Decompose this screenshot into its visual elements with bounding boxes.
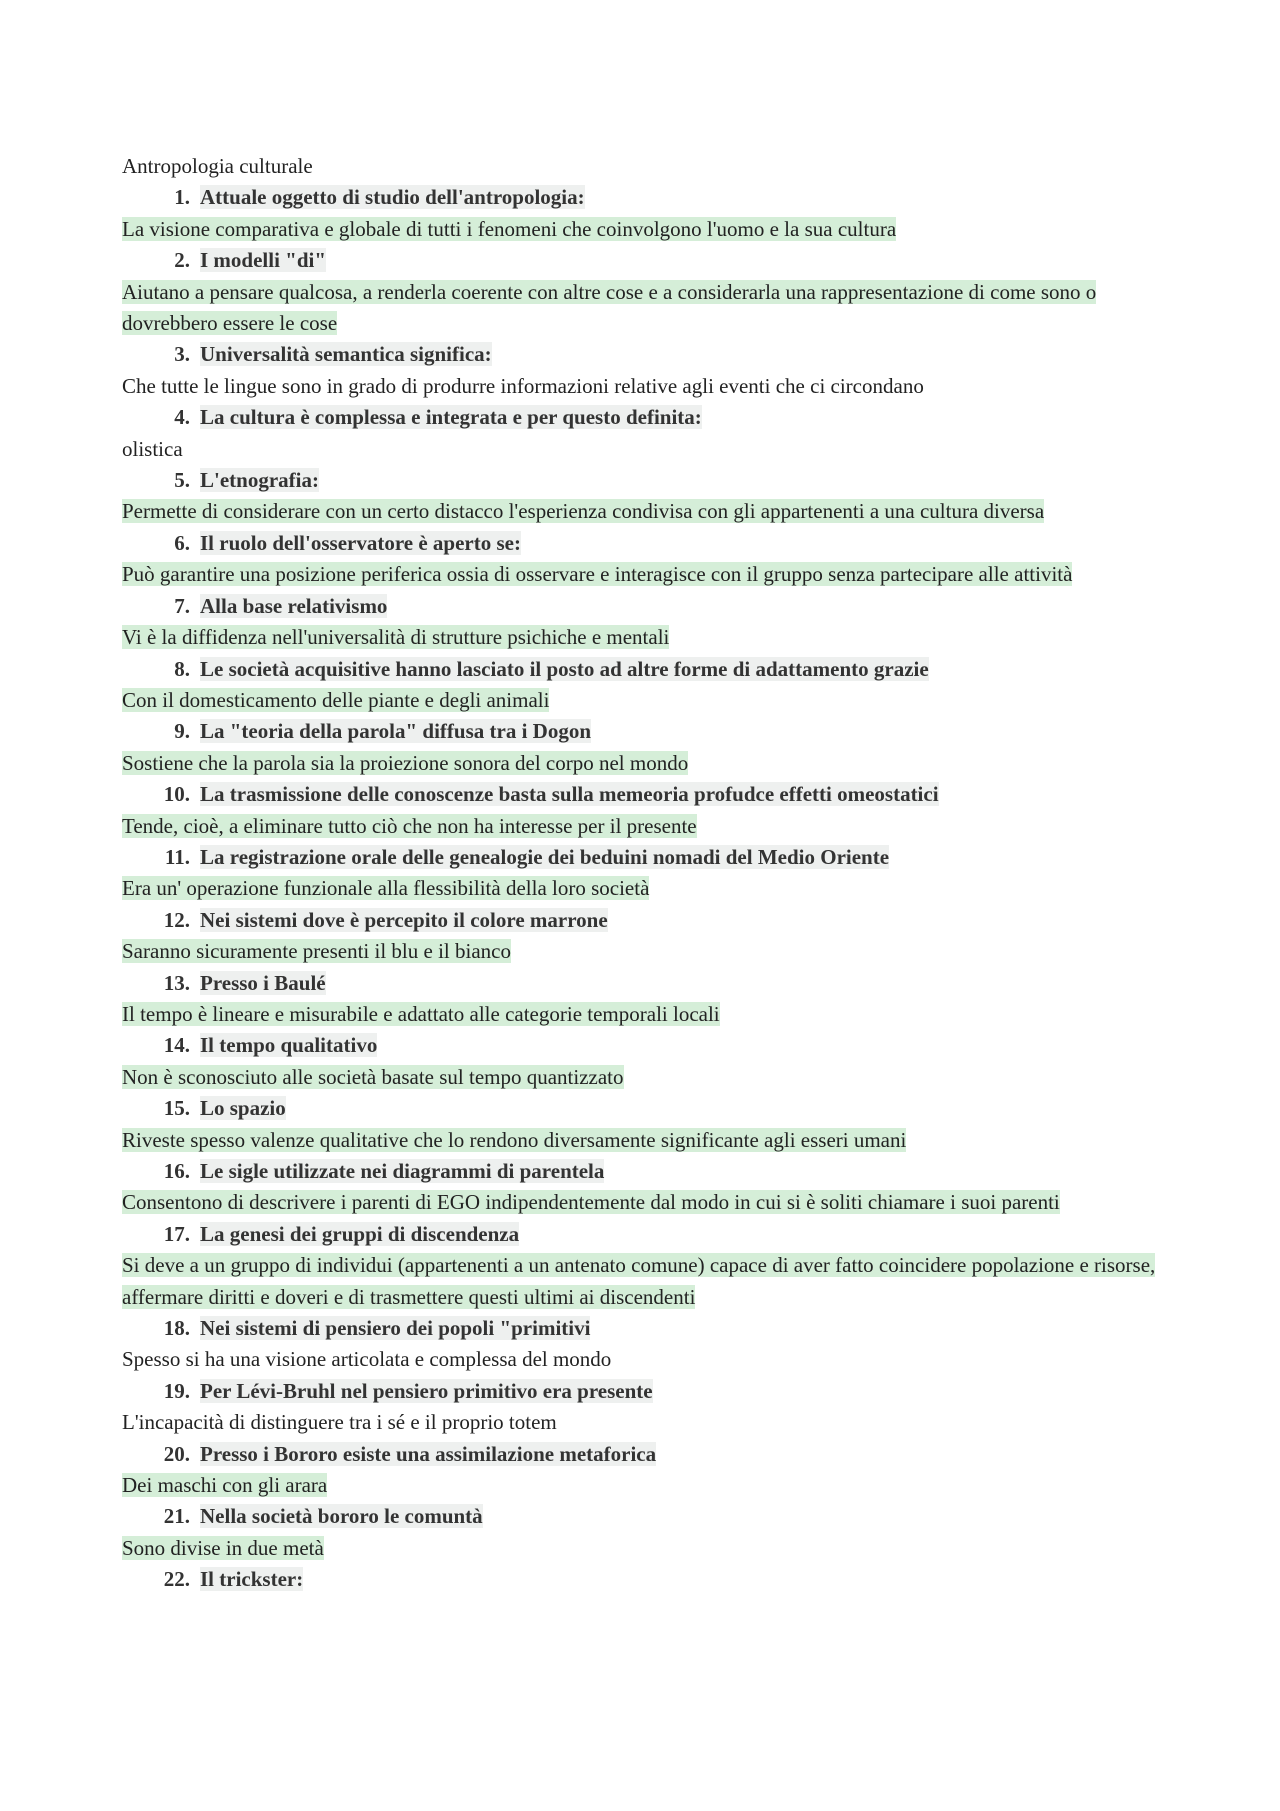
question-text: Le sigle utilizzate nei diagrammi di parentela xyxy=(200,1159,605,1183)
answer-text xyxy=(122,1470,1172,1501)
answer-text xyxy=(122,936,1172,967)
question-text: Il ruolo dell'osservatore è aperto se: xyxy=(200,530,521,555)
answer-text xyxy=(122,1407,1172,1438)
question-item xyxy=(122,779,1172,810)
question-number: 14. xyxy=(163,1033,190,1058)
answer-span: Vi è la diffidenza nell'universalità di strutture psichiche e mentali xyxy=(122,625,670,650)
answer-span: Tende, cioè, a eliminare tutto ciò che non ha interesse per il presente xyxy=(122,813,697,838)
answer-text xyxy=(122,748,1172,779)
answer-span: Non è sconosciuto alle società basate sul tempo quantizzato xyxy=(122,1064,624,1089)
answer-span: Può garantire una posizione periferica ossia di osservare e interagisce con il gruppo senza partecipare alle attività xyxy=(122,562,1073,587)
answer-span: Spesso si ha una visione articolata e complessa del mondo xyxy=(122,1347,612,1372)
question-number: 12. xyxy=(163,907,190,932)
question-number: 2. xyxy=(174,248,190,273)
question-text: Per Lévi-Bruhl nel pensiero primitivo era presente xyxy=(200,1378,653,1403)
answer-text xyxy=(122,1250,1172,1313)
answer-text xyxy=(122,1125,1172,1156)
question-number: 18. xyxy=(163,1316,190,1341)
answer-text xyxy=(122,1344,1172,1375)
question-number: 20. xyxy=(163,1441,190,1466)
answer-span: olistica xyxy=(122,436,183,461)
answer-text xyxy=(122,685,1172,716)
question-item xyxy=(122,591,1172,622)
question-item xyxy=(122,1030,1172,1061)
question-text: L'etnografia: xyxy=(200,468,319,493)
answer-text xyxy=(122,1062,1172,1093)
answer-text xyxy=(122,371,1172,402)
question-number: 22. xyxy=(163,1567,190,1592)
answer-text xyxy=(122,1187,1172,1218)
question-item xyxy=(122,1564,1172,1595)
answer-span: Sostiene che la parola sia la proiezione sonora del corpo nel mondo xyxy=(122,750,689,775)
answer-text xyxy=(122,873,1172,904)
question-number: 13. xyxy=(163,970,190,995)
answer-span: La visione comparativa e globale di tutti i fenomeni che coinvolgono l'uomo e la sua cultura xyxy=(122,216,897,241)
question-text: Nei sistemi di pensiero dei popoli "primitivi xyxy=(200,1316,591,1341)
question-number: 21. xyxy=(163,1504,190,1529)
question-item xyxy=(122,905,1172,936)
question-text: Nella società bororo le comuntà xyxy=(200,1504,483,1529)
question-number: 8. xyxy=(174,656,190,681)
question-item xyxy=(122,1376,1172,1407)
question-item xyxy=(122,716,1172,747)
question-item xyxy=(122,654,1172,685)
answer-span: Saranno sicuramente presenti il blu e il bianco xyxy=(122,939,511,964)
answer-span: Consentono di descrivere i parenti di EGO indipendentemente dal modo in cui si è soliti chiamare i suoi parenti xyxy=(122,1190,1060,1215)
question-text: Le società acquisitive hanno lasciato il posto ad altre forme di adattamento grazie xyxy=(200,656,929,681)
answer-span: Era un' operazione funzionale alla flessibilità della loro società xyxy=(122,876,650,901)
question-item xyxy=(122,1313,1172,1344)
answer-text xyxy=(122,496,1172,527)
answer-span: Con il domesticamento delle piante e degli animali xyxy=(122,687,550,712)
question-text: I modelli "di" xyxy=(200,248,326,273)
question-text: Presso i Bororo esiste una assimilazione metaforica xyxy=(200,1441,657,1466)
answer-text xyxy=(122,214,1172,245)
answer-text xyxy=(122,999,1172,1030)
answer-span: L'incapacità di distinguere tra i sé e il proprio totem xyxy=(122,1410,557,1435)
answer-span: Il tempo è lineare e misurabile e adattato alle categorie temporali locali xyxy=(122,1001,720,1026)
question-item xyxy=(122,245,1172,276)
question-item xyxy=(122,465,1172,496)
answer-text xyxy=(122,811,1172,842)
question-item xyxy=(122,402,1172,433)
question-number: 9. xyxy=(174,719,190,744)
question-text: Presso i Baulé xyxy=(200,970,326,995)
question-number: 10. xyxy=(163,782,190,807)
question-item xyxy=(122,1156,1172,1187)
answer-span: Si deve a un gruppo di individui (appartenenti a un antenato comune) capace di aver fatto coincidere popolazione e risorse, affermare diritti e doveri e di trasmettere questi ultimi ai discendenti xyxy=(122,1253,1156,1309)
answer-span: Permette di considerare con un certo distacco l'esperienza condivisa con gli appartenenti a una cultura diversa xyxy=(122,499,1045,524)
question-text: Attuale oggetto di studio dell'antropologia: xyxy=(200,185,585,210)
question-item xyxy=(122,1439,1172,1470)
document-title: Antropologia culturale xyxy=(122,154,313,178)
answer-span: Che tutte le lingue sono in grado di produrre informazioni relative agli eventi che ci circondano xyxy=(122,373,924,398)
question-text: Alla base relativismo xyxy=(200,593,388,618)
question-number: 17. xyxy=(163,1221,190,1246)
answer-span: Riveste spesso valenze qualitative che lo rendono diversamente significante agli esseri umani xyxy=(122,1127,907,1152)
question-item xyxy=(122,528,1172,559)
question-text: La registrazione orale delle genealogie dei beduini nomadi del Medio Oriente xyxy=(200,844,890,869)
question-text: La "teoria della parola" diffusa tra i Dogon xyxy=(200,719,592,744)
question-item xyxy=(122,1501,1172,1532)
question-number: 11. xyxy=(164,844,190,869)
question-text: Lo spazio xyxy=(200,1096,286,1121)
question-number: 7. xyxy=(174,593,190,618)
question-item xyxy=(122,182,1172,213)
question-item xyxy=(122,1219,1172,1250)
question-number: 19. xyxy=(163,1378,190,1403)
question-text: Universalità semantica significa: xyxy=(200,342,492,367)
question-text: La genesi dei gruppi di discendenza xyxy=(200,1221,520,1246)
question-text: Nei sistemi dove è percepito il colore marrone xyxy=(200,907,608,932)
question-text: Il tempo qualitativo xyxy=(200,1033,378,1058)
question-text: La trasmissione delle conoscenze basta sulla memeoria profudce effetti omeostatici xyxy=(200,782,939,807)
question-number: 15. xyxy=(163,1096,190,1121)
question-item xyxy=(122,842,1172,873)
question-number: 4. xyxy=(174,405,190,430)
answer-text xyxy=(122,559,1172,590)
question-number: 1. xyxy=(174,185,190,210)
answer-text xyxy=(122,277,1172,340)
question-text: La cultura è complessa e integrata e per questo definita: xyxy=(200,405,702,430)
question-item xyxy=(122,968,1172,999)
question-number: 3. xyxy=(174,342,190,367)
answer-text xyxy=(122,434,1172,465)
qa-list xyxy=(122,182,1172,1595)
answer-text xyxy=(122,622,1172,653)
answer-span: Dei maschi con gli arara xyxy=(122,1473,328,1498)
answer-span: Aiutano a pensare qualcosa, a renderla coerente con altre cose e a considerarla una rappresentazione di come sono o dovrebbero essere le cose xyxy=(122,279,1097,336)
question-number: 16. xyxy=(163,1159,190,1183)
question-text: Il trickster: xyxy=(200,1567,304,1592)
answer-text xyxy=(122,1533,1172,1564)
question-item xyxy=(122,339,1172,370)
document-body xyxy=(122,151,1172,1596)
question-number: 6. xyxy=(174,530,190,555)
answer-span: Sono divise in due metà xyxy=(122,1535,324,1560)
question-number: 5. xyxy=(174,468,190,493)
question-item xyxy=(122,1093,1172,1124)
